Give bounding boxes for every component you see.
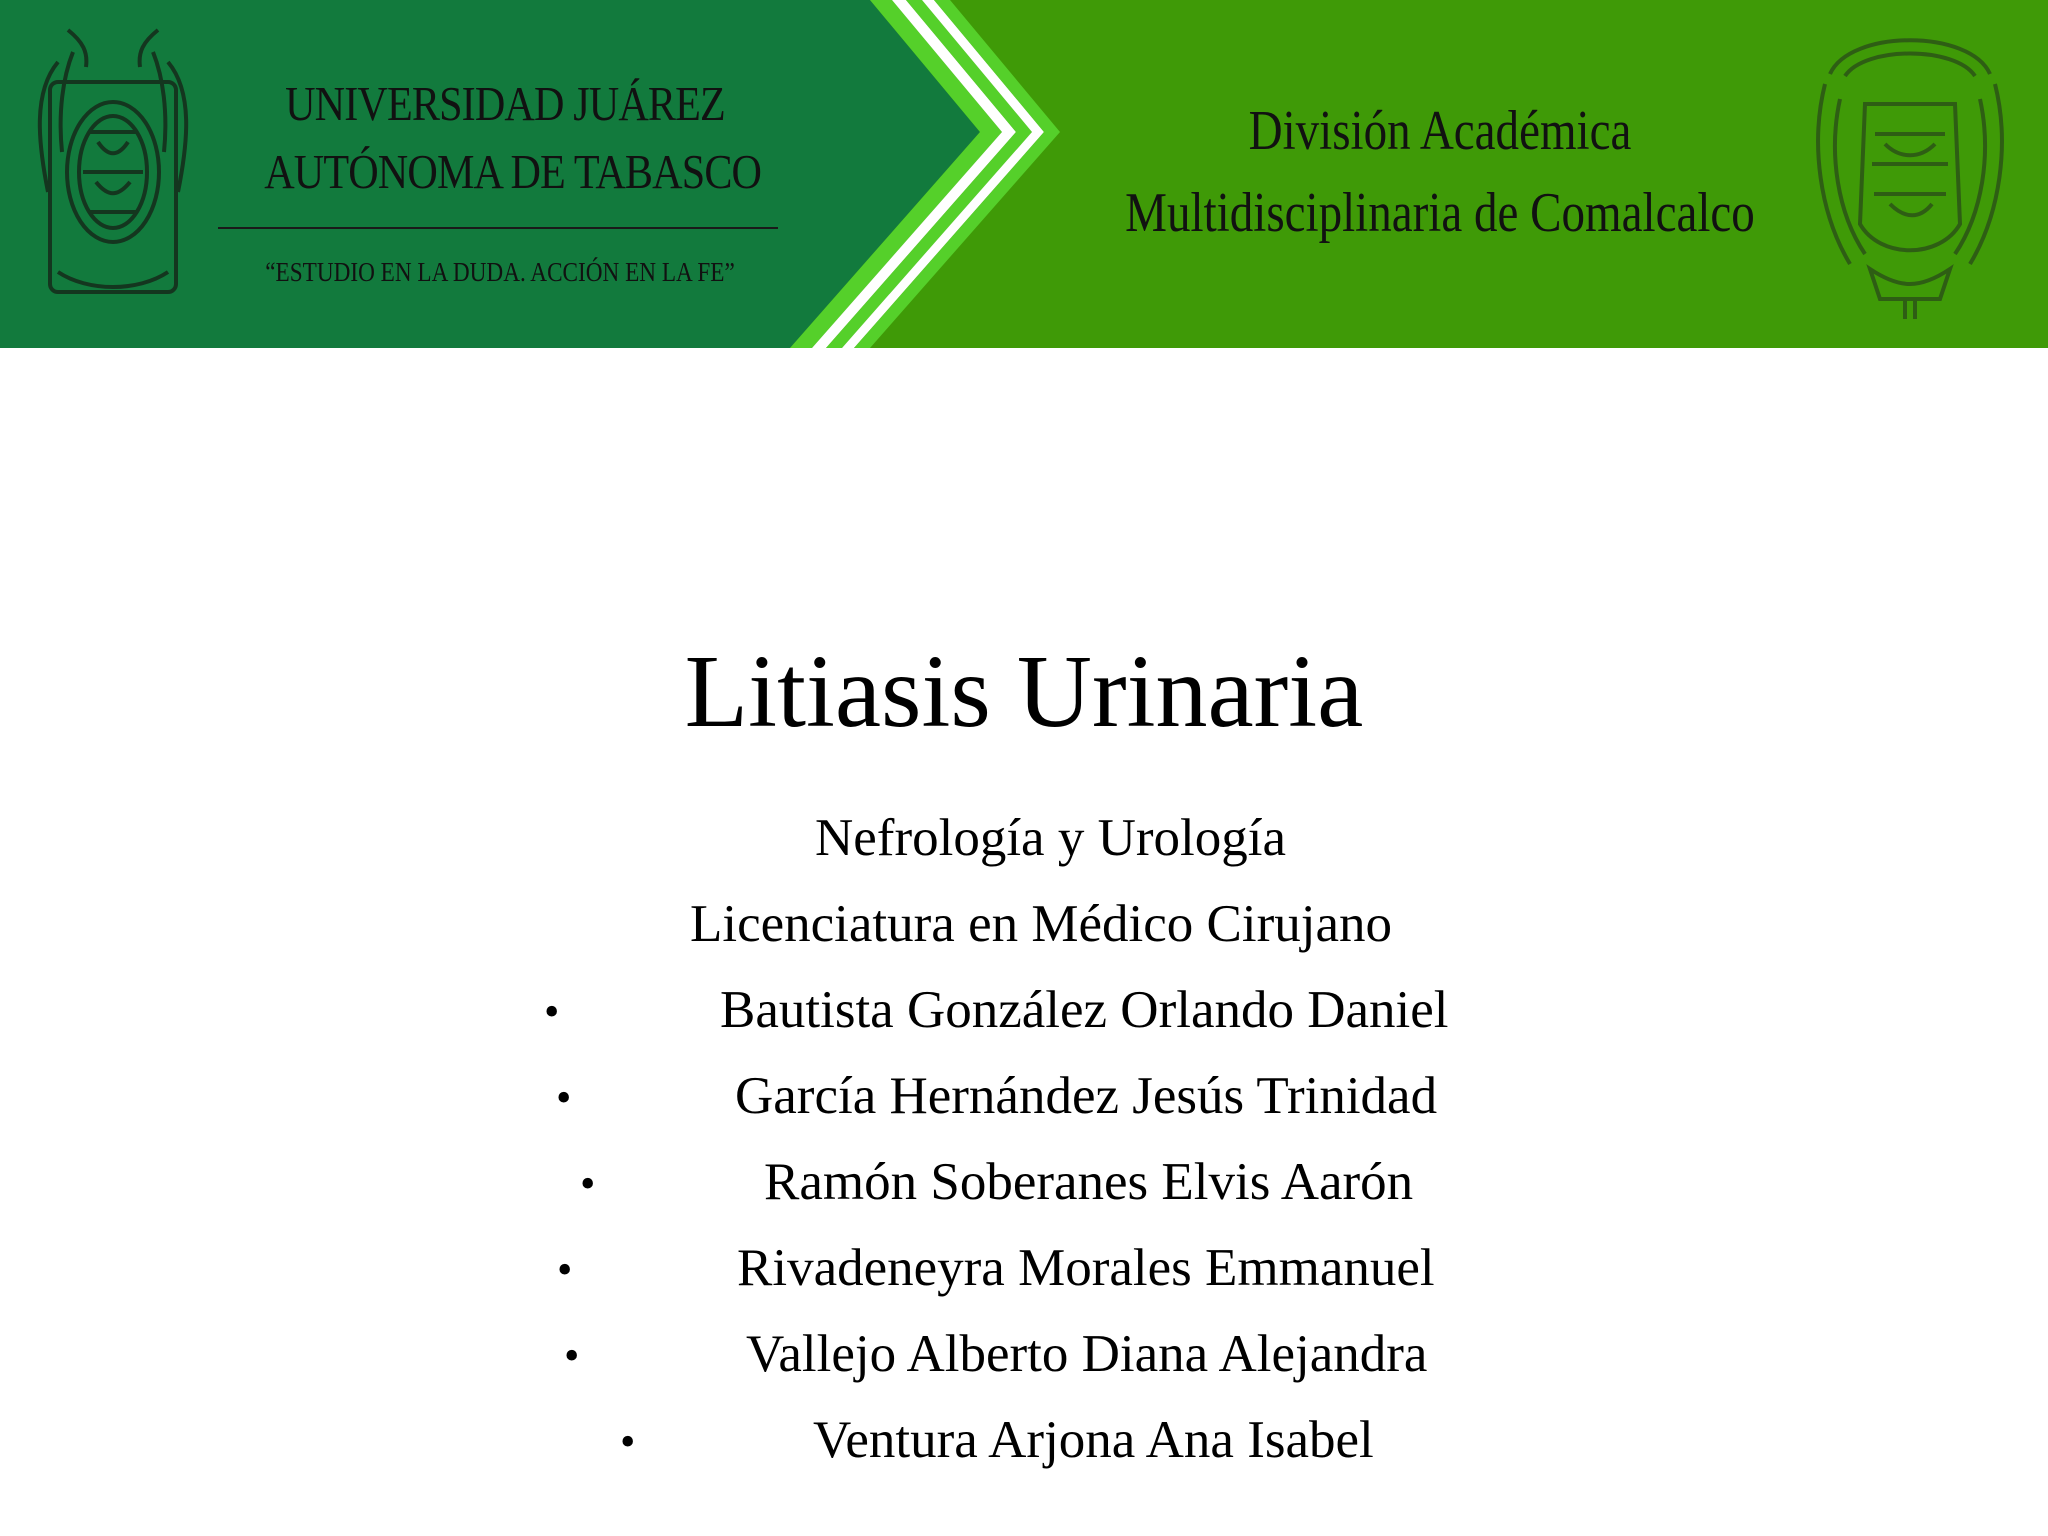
member-name: Bautista González Orlando Daniel xyxy=(720,981,1449,1039)
university-name-line1: UNIVERSIDAD JUÁREZ xyxy=(285,76,725,131)
bullet: • xyxy=(580,1159,596,1208)
bullet: • xyxy=(556,1073,572,1122)
division-name-line2: Multidisciplinaria de Comalcalco xyxy=(1125,182,1755,244)
university-motto: “ESTUDIO EN LA DUDA. ACCIÓN EN LA FE” xyxy=(265,257,735,287)
division-name-line1: División Académica xyxy=(1248,100,1632,162)
member-name: Vallejo Alberto Diana Alejandra xyxy=(746,1325,1428,1383)
bullet: • xyxy=(544,987,560,1036)
bullet: • xyxy=(564,1331,580,1380)
member-name: García Hernández Jesús Trinidad xyxy=(735,1067,1438,1125)
member-name: Rivadeneyra Morales Emmanuel xyxy=(737,1239,1435,1297)
degree-name: Licenciatura en Médico Cirujano xyxy=(690,895,1392,953)
slide-title: Litiasis Urinaria xyxy=(684,634,1364,749)
subject-name: Nefrología y Urología xyxy=(815,809,1286,867)
member-name: Ramón Soberanes Elvis Aarón xyxy=(764,1153,1414,1211)
member-name: Ventura Arjona Ana Isabel xyxy=(813,1411,1374,1469)
bullet: • xyxy=(620,1417,636,1466)
university-name-line2: AUTÓNOMA DE TABASCO xyxy=(264,144,762,199)
bullet: • xyxy=(557,1245,573,1294)
